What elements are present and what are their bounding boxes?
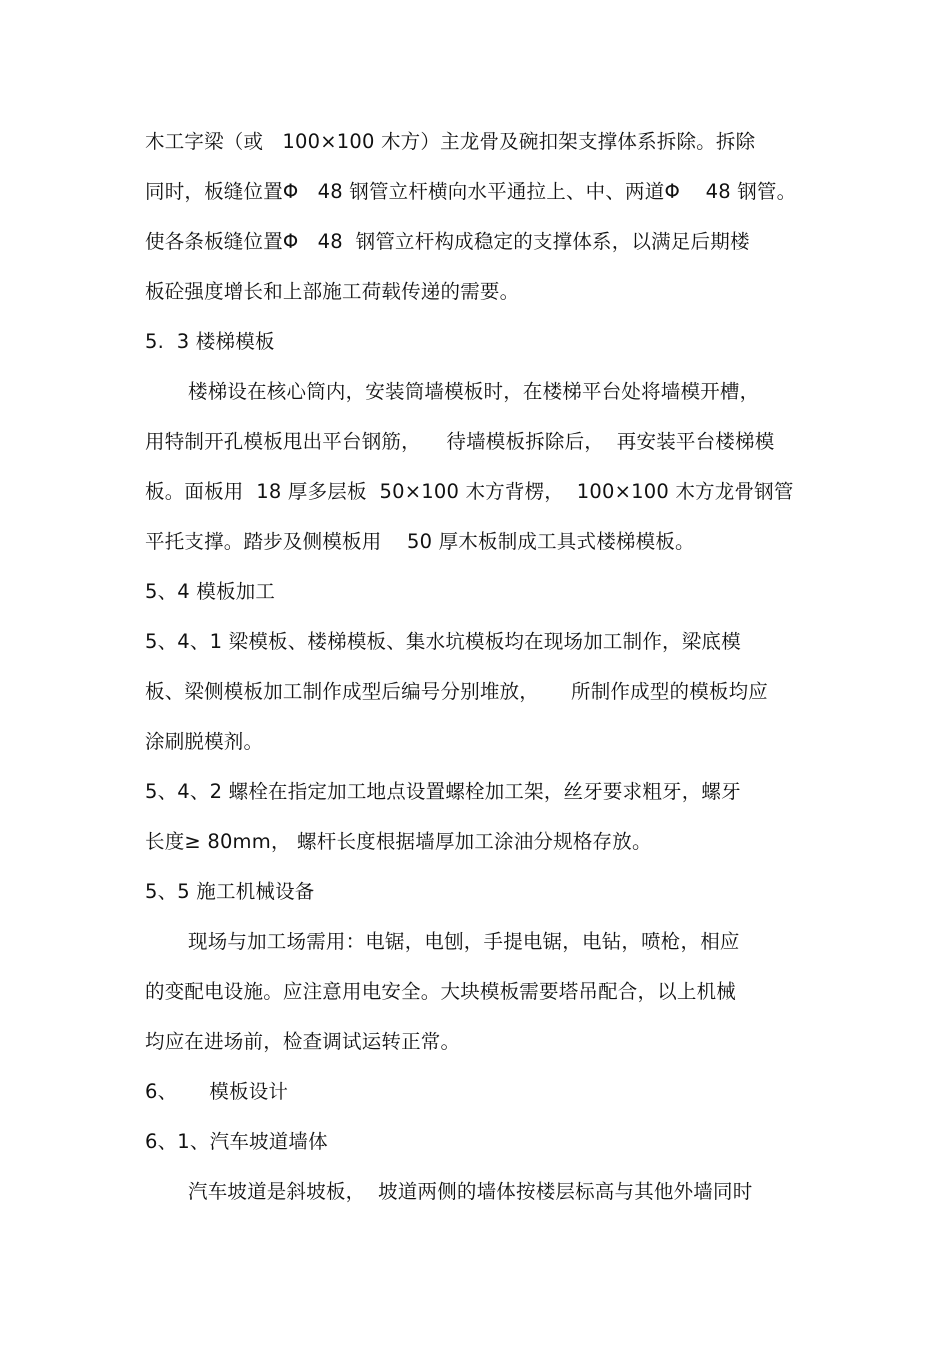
text-line: 均应在进场前，检查调试运转正常。	[145, 1030, 461, 1053]
text-line: 长度≥ 80mm， 螺杆长度根据墙厚加工涂油分规格存放。	[145, 830, 652, 853]
text-line: 的变配电设施。应注意用电安全。大块模板需要塔吊配合，以上机械	[145, 980, 737, 1003]
section-heading: 5. 3 楼梯模板	[145, 330, 275, 353]
text-line: 木工字梁（或 100×100 木方）主龙骨及碗扣架支撑体系拆除。拆除	[145, 130, 756, 153]
text-line: 现场与加工场需用：电锯，电刨，手提电锯，电钻，喷枪，相应	[188, 930, 740, 953]
section-heading: 5、5 施工机械设备	[145, 880, 315, 903]
section-heading: 5、4 模板加工	[145, 580, 276, 603]
text-line: 同时，板缝位置Φ 48 钢管立杆横向水平通拉上、中、两道Φ 48 钢管。	[145, 180, 797, 203]
text-line: 5、4、1 梁模板、楼梯模板、集水坑模板均在现场加工制作，梁底模	[145, 630, 741, 653]
section-heading: 6、1、汽车坡道墙体	[145, 1130, 328, 1153]
text-line: 使各条板缝位置Φ 48 钢管立杆构成稳定的支撑体系，以满足后期楼	[145, 230, 750, 253]
text-line: 5、4、2 螺栓在指定加工地点设置螺栓加工架，丝牙要求粗牙，螺牙	[145, 780, 741, 803]
text-line: 汽车坡道是斜坡板， 坡道两侧的墙体按楼层标高与其他外墙同时	[188, 1180, 753, 1203]
text-line: 板砼强度增长和上部施工荷载传递的需要。	[145, 280, 520, 303]
text-line: 板。面板用 18 厚多层板 50×100 木方背楞， 100×100 木方龙骨钢管	[145, 480, 794, 503]
text-line: 用特制开孔模板甩出平台钢筋， 待墙模板拆除后， 再安装平台楼梯模	[145, 430, 775, 453]
text-line: 平托支撑。踏步及侧模板用 50 厚木板制成工具式楼梯模板。	[145, 530, 695, 553]
text-line: 涂刷脱模剂。	[145, 730, 264, 753]
text-line: 楼梯设在核心筒内，安装筒墙模板时，在楼梯平台处将墙模开槽，	[188, 380, 760, 403]
text-line: 板、梁侧模板加工制作成型后编号分别堆放， 所制作成型的模板均应	[145, 680, 768, 703]
section-heading: 6、 模板设计	[145, 1080, 289, 1103]
